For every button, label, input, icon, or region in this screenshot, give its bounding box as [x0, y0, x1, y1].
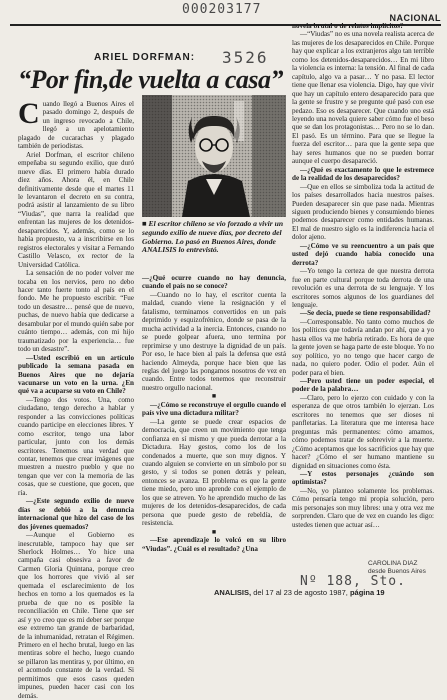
section-separator: ■ [211, 527, 217, 536]
article-column-right [292, 22, 434, 556]
issue-dates: del 17 al 23 de agosto 1987, [253, 588, 348, 597]
paragraph: —Tengo dos votos. Una, como ciudadano, tengo derecho a hablar y responder a las convicciones políticas cuando participe en elecciones libres. Y como escritor, tengo una labor particular, junto con los demás escritores. Tenemos una verdad que contar, tenemos que crear imágenes que muestren a nuestro pueblo y que no tengan que ver con la memoria de las cosas, que se cuestione, que gocen, que ría. [18, 395, 134, 497]
interview-question: —Ese aprendizaje lo volcó en su libro “Viudas”. ¿Cuál es el resultado? ¿Una [142, 536, 286, 553]
author-portrait-photo [142, 95, 286, 217]
magazine-name: ANALISIS, [214, 588, 252, 597]
handwritten-reference: 3526 [222, 48, 269, 67]
reporter-name: CAROLINA DIAZ [368, 560, 418, 567]
paragraph: —No, yo planteo solamente los problemas. Cómo pensaría tengo mi propia solución, pero mis personajes son muy libres: una y otra vez me sorprenden. Claro que de vez en cuando les digo: ustedes tienen que actuar así… [292, 486, 434, 529]
section-label: NACIONAL [389, 13, 441, 23]
paragraph: —Corresponsable. No tanto como muchos de los políticos que todavía andan por ahí, que a yo hasta ellos va me habría retirado. Es hora de que la gente joven se haga parte de este bloque. Yo no soy político, yo no tengo que hacer cargo de nada, no quiero poder. Odio el poder. Aún el poder para el bien. [292, 317, 434, 377]
photo-caption: ■ El escritor chileno se vio forzado a vivir un segundo exilio de nueve días, por decreto del Gobierno. Lo pasó en Buenos Aires, donde ANALISIS lo entrevistó. [142, 219, 284, 255]
interview-question: —¿Cómo se reconstruye el orgullo cuando el país vive una dictadura militar? [142, 400, 286, 418]
section-separator: ■ [211, 392, 217, 401]
paragraph: Ariel Dorfman, el escritor chileno empeñaba su segundo exilio, que duró nueve días. El primero había durado diez años. Ahora él, en Chile definitivamente desde que el martes 11 le levantaron el decreto en su contra, podrá asistir al lanzamiento de su libro “Viudas”, que narra la realidad que enfrentan las mujeres de los detenidos-desaparecidos. Y, además, como se lo había propuesto, va a inscribirse en los registros electorales y visitar a Fernando Castillo Velasco, ex rector de la Universidad Católica. [18, 150, 134, 269]
paragraph: —“Viudas” no es una novela realista acerca de las mujeres de los desaparecidos en Chile. Porque hay que explicar a los extranjeros algo tan terrible como los detenidos-desaparecidos… En mi libro la violencia es interna: la tensión. Al final de cada capítulo, algo va a pasar… Y no pasa. El lector tiene que llenar esa violencia. Digo, hay que vivir que hay un capítulo entero desaparecido para que la gente se frustre y se pregunte qué pasó con ese pedazo. Eso es desaparecer. Que cuando uno está leyendo una novela quiere saber cómo fue el beso que se dan los protagonistas… Pero no se lo dan. El pasó. Es un término. Para que se llegue la fuerza del escritor… para que la gente sepa que hay seres humanos que no se pueden borrar aunque el cuerpo desapareció. [292, 30, 434, 166]
interview-question: —¿Este segundo exilio de nueve días se debió a la denuncia internacional que hizo del caso de los dos jóvenes quemados? [18, 497, 134, 531]
interview-question: —Se decía, puede se tiene responsabilidad? [300, 309, 431, 318]
handwritten-issue-number: Nº 188, Sto. [300, 574, 406, 589]
paragraph: —Que en ellos se simboliza toda la actitud de los países desarrollados hacia nuestros países. Pueden desaparecer sin que pase nada. Mientras siguen produciendo bienes y consumiendo bienes podemos desaparecer como entidades humanas. El mal de nuestro siglo es la indiferencia hacia el dolor ajeno. [292, 182, 434, 242]
article-title: “Por fin,de vuelta a casa” [18, 65, 284, 94]
page-footer [214, 588, 385, 597]
handwritten-archive-number: 000203177 [182, 2, 262, 17]
article-column-middle [142, 274, 286, 572]
interview-question: —Usted escribió en un artículo publicado la semana pasada en Buenos Aires que no dejaría vacunarse un voto en la urna. ¿En qué va a acuparse su voto en Chile? [18, 353, 134, 396]
paragraph: —Cuando no lo hay, el escritor cuenta la maldad, cuando viene la resignación y el fatalismo, terminamos convertidos en un país deprimido y esquizofrénico, donde se pasa de la mucha actividad a la inercia. Entonces, cuando no se puede golpear afuera, uno termina por reprimirse y uno destruye la dignidad de un país. Por eso, le hace bien al país la defensa que está haciendo Almeyda, porque hace bien que las reglas del juego las pongamos nosotros de vez en cuando. Entre todos tenemos que reconstruir nuestro orgullo nacional. [142, 290, 286, 392]
interview-question: —Pero usted tiene un poder especial, el poder de la palabra… [292, 377, 434, 394]
interview-question: novela brutal o de relatos implícitos? [292, 22, 404, 30]
page-number: página 19 [349, 588, 385, 597]
paragraph: —Aunque el Gobierno es inescrutable, tampoco hay que ser Sherlock Holmes… Yo hice una campaña casi obsesiva a favor de Carmen Gloria Quintana, porque creo que los horrores que vivió al ser quemada el esclarecimiento de los hechos en torno a los quemados es la prueba de que no es posible la reconciliación en Chile. Tiene que ser así y yo creo que es mi deber ser porque ese extremo tan grande de barbaridad, de la inhumanidad, retratan el Régimen. Primero en el hecho brutal, luego en las mentiras sobre el hecho, luego cuando se pillaron las mentiras y, por último, en el acomodo constante de la verdad. Si permitimos que esos casos queden impunes, pueden hacer casi con los demás. [18, 531, 134, 700]
drop-cap: C [18, 97, 40, 130]
article-author-name: ARIEL DORFMAN: [94, 52, 196, 63]
paragraph: —La gente se puede crear espacios de democracia, que creen un movimiento que tenga confianza en sí mismo y que pueda derrotar a la Dictadura. Hay gestos, como los de los condenados a muerte, que son muy dignos. Y cuando alguien se convierte en un símbolo por su gesto, y si todos se ponen detrás y pelean, entonces se avanza. El problema es que la gente tiene miedo, pero uno aprende con el ejemplo de los que se atreven. Yo he aprendido mucho de las mujeres de los detenidos-desaparecidos, de cada persona que puede gesto de rebeldía, de resistencia. [142, 417, 286, 528]
interview-question: —¿Qué ocurre cuando no hay denuncia, cuando el país no se conoce? [142, 274, 286, 291]
article-column-left: Cuando llegó a Buenos Aires el pasado domingo 2, después de un ingreso revocado a Chile, llegó a un apelotamiento plagado de cucarachas y plagado también de periodistas. Ariel Dorfman, el escritor chileno empeñaba su segundo exilio, que duró nueve días. El primero había durado diez años. Ahora él, en Chile definitivamente desde que el martes 11 le levantaron el decreto en su contra, podrá asistir al lanzamiento de su libro “Viudas”, que narra la realidad que enfrentan las mujeres de los detenidos-desaparecidos. Y, además, como se lo había propuesto, va a inscribirse en los registros electorales y visitar a Fernando Castillo Velasco, ex rector de la Universidad Católica. La sensación de no poder volver me tocaba en los nervios, pero no debo hacer tanto fuerte tonto al país en el fondo. Me he propuesto escribir. “Fue todo un desastre… pensé que de nuevo, puchas, de nuevo había que dedicarse a desambular por el mundo quién sabe por cuánto tiempo… además, con mi hijo traumatizado por la experiencia… fue todo un desastre”. —Usted escribió en un artículo publicado la semana pasada en Buenos Aires que no dejaría vacunarse un voto en la urna. ¿En qué va a acuparse su voto en Chile? —Tengo dos votos. Una, como ciudadano, tengo derecho a hablar y responder a las convicciones políticas cuando participe en elecciones libres. Y como escritor, tengo una labor particular, junto con los demás escritores. Tenemos una verdad que contar, tenemos que crear imágenes que muestren a nuestro pueblo y que no tengan que ver con la memoria de las cosas, que se cuestione, que gocen, que ría. —¿Este segundo exilio de nueve días se debió a la denuncia internacional que hizo del caso de los dos jóvenes quemados? —Aunque el Gobierno es inescrutable, tampoco hay que ser Sherlock Holmes… Yo hice una campaña casi obsesiva a favor de Carmen Gloria Quintana, porque creo que los horrores que vivió al ser quemada el esclarecimiento de los hechos en torno a los quemados es la prueba de que no es posible la reconciliación en Chile. Tiene que ser así y yo creo que es mi deber ser porque ese extremo tan grande de barbaridad, de la inhumanidad, retratan el Régimen. Primero en el hecho brutal, luego en las mentiras sobre el hecho, luego cuando se pillaron las mentiras y, por último, en el acomodo constante de la verdad. Si permitimos que esos casos queden impunes, pueden hacer casi con los demás. [18, 97, 134, 700]
paragraph: La sensación de no poder volver me tocaba en los nervios, pero no debo hacer tanto fuerte tonto al país en el fondo. Me he propuesto escribir. “Fue todo un desastre… pensé que de nuevo, puchas, de nuevo había que dedicarse a desambular por el mundo quién sabe por cuánto tiempo… además, con mi hijo traumatizado por la experiencia… fue todo un desastre”. [18, 269, 134, 354]
interview-question: —Y estos personajes ¿cuándo son optimistas? [292, 470, 434, 487]
paragraph: —Yo tengo la certeza de que nuestra derrota fue en parte cultural porque toda derrota de una revolución es una derrota de su lenguaje. Y los escritores somos algunos de los guardianes del lenguaje. [292, 267, 434, 309]
interview-question: —¿Cómo ve su reencuentro a un país que usted dejó cuando había conocido una derrota? [292, 241, 434, 267]
interview-question: —¿Qué es exactamente lo que le estremece de la realidad de los desaparecidos? [292, 165, 434, 183]
paragraph: —Claro, pero lo ejerzo con cuidado y con la esperanza de que otros también lo ejerzan. Los escritores no tenemos que ser dioses ni panfletarias. La literatura que me interesa hace preguntas más permanentes: cómo amamos, cómo podemos tratar de sobrevivir a la muerte. ¿Cómo aceptamos que los sacrificios que hay que hacer? ¿Cómo el ser humano mantiene su dignidad en situaciones como ésta. [292, 393, 434, 470]
reporter-byline [368, 560, 426, 575]
reporter-location: desde Buenos Aires [368, 567, 426, 575]
